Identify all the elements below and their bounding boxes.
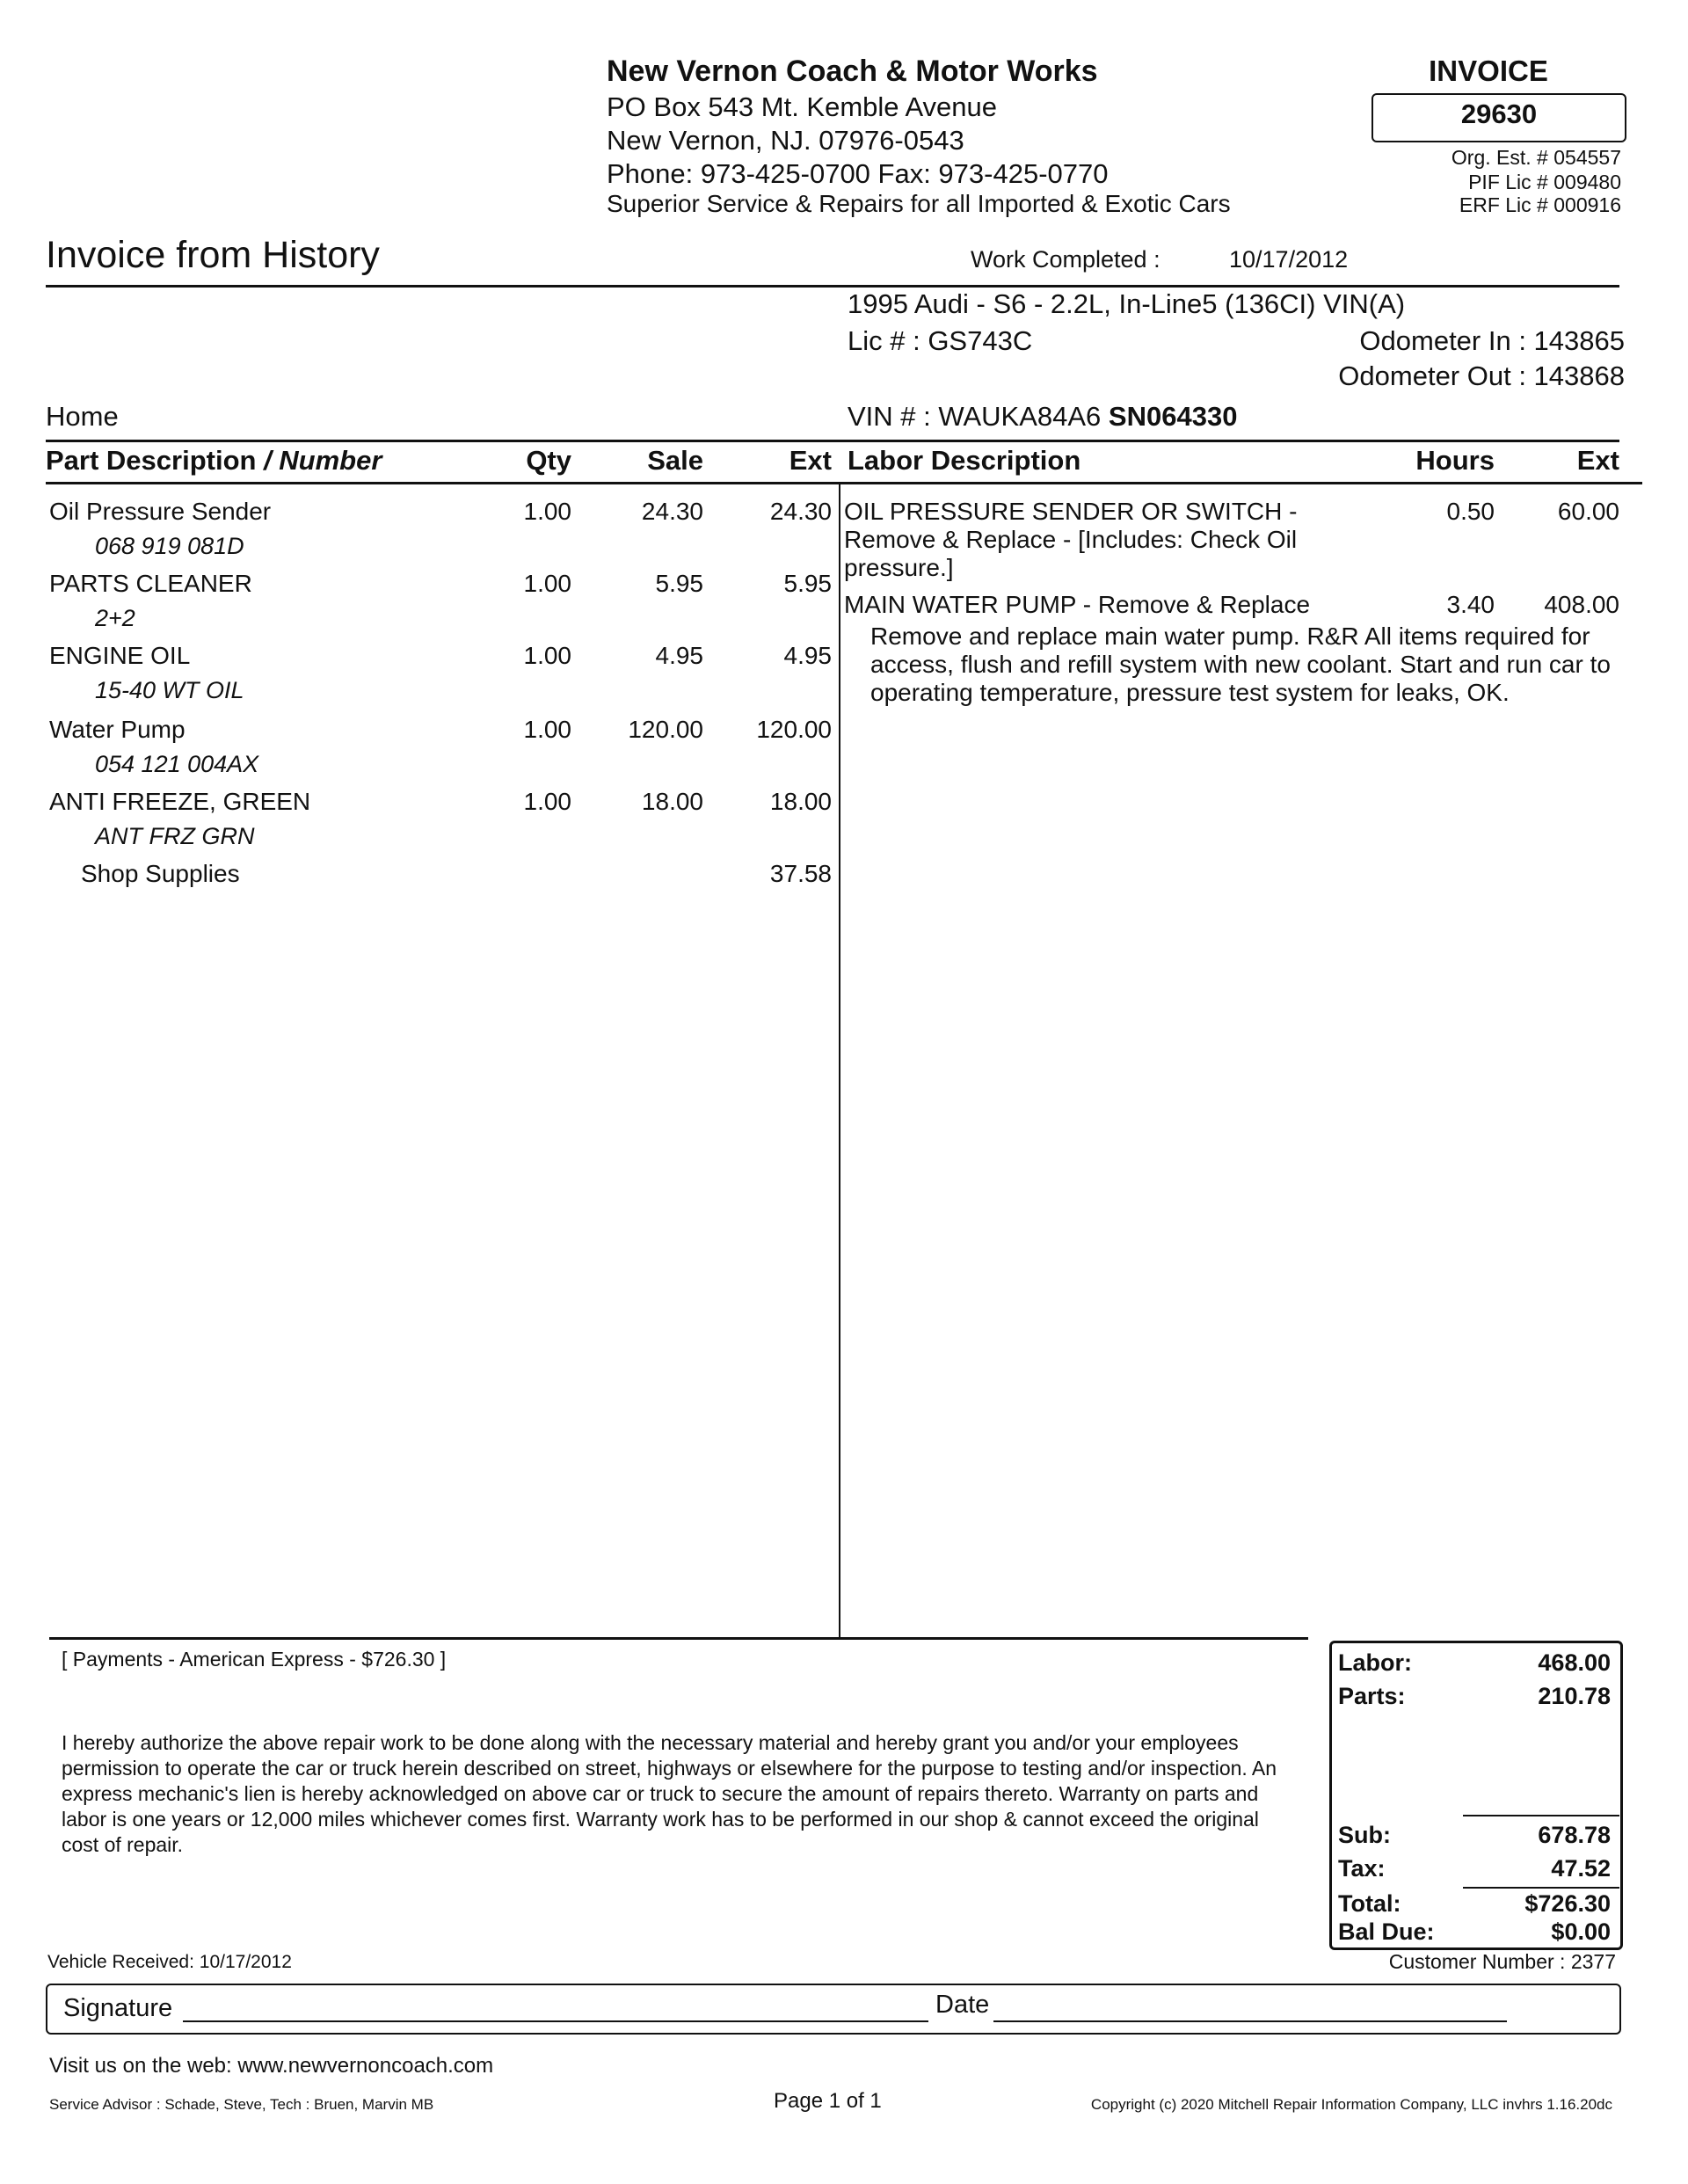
part-qty: 1.00 — [523, 570, 571, 597]
shop-supplies-ext: 37.58 — [769, 860, 832, 887]
header-divider — [46, 285, 1619, 288]
parts-header-qty: Qty — [526, 445, 571, 476]
website-line: Visit us on the web: www.newvernoncoach.com — [49, 2054, 494, 2078]
labor-header-ext: Ext — [1576, 445, 1619, 476]
labor-description-line: MAIN WATER PUMP - Remove & Replace — [844, 591, 1311, 618]
part-qty: 1.00 — [523, 716, 571, 743]
invoice-number: 29630 — [1460, 98, 1538, 129]
pif-license: PIF Lic # 009480 — [1468, 171, 1621, 193]
erf-license: ERF Lic # 000916 — [1459, 193, 1621, 216]
parts-header-sale: Sale — [647, 445, 703, 476]
labor-header-hours: Hours — [1415, 445, 1495, 476]
date-line[interactable] — [993, 2020, 1507, 2022]
part-ext: 5.95 — [783, 570, 832, 597]
parts-header-description — [46, 445, 382, 477]
part-qty: 1.00 — [523, 498, 571, 525]
signature-box — [46, 1984, 1621, 2035]
labor-description-line: Remove & Replace - [Includes: Check Oil — [844, 526, 1298, 553]
vin-serial: SN064330 — [1108, 401, 1238, 432]
part-number: 15-40 WT OIL — [95, 677, 244, 703]
subtotal: 678.78 — [1538, 1822, 1611, 1848]
company-tagline: Superior Service & Repairs for all Imported & Exotic Cars — [607, 190, 1231, 217]
part-description: PARTS CLEANER — [49, 570, 252, 597]
parts-header-ext: Ext — [789, 445, 832, 476]
total-rule — [1463, 1887, 1619, 1889]
customer-number: Customer Number : 2377 — [1388, 1950, 1616, 1973]
labor-header-description: Labor Description — [848, 445, 1081, 476]
parts-total-label: Parts: — [1338, 1683, 1406, 1709]
parts-labor-divider — [839, 482, 840, 1637]
part-number: 068 919 081D — [95, 533, 244, 559]
labor-hours: 0.50 — [1446, 498, 1495, 525]
work-completed-label: Work Completed : — [971, 246, 1160, 273]
invoice-label: INVOICE — [1429, 55, 1548, 87]
part-ext: 18.00 — [769, 788, 832, 815]
license-plate: Lic # : GS743C — [848, 325, 1033, 356]
work-completed-date: 10/17/2012 — [1229, 246, 1349, 273]
subtotal-label: Sub: — [1338, 1822, 1391, 1848]
authorization-disclaimer: I hereby authorize the above repair work to be done along with the necessary material and hereby grant you and/or your employees permission to operate the car or truck herein described on street, highways or elsewhere for the purpose to testing and/or inspection. An express mechanic's lien is hereby acknowledged on above car or truck to secure the amount of repairs thereto. Warranty on parts and labor is one years or 12,000 miles whichever comes first. Warranty work has to be performed in our shop & cannot exceed the original cost of repair. — [62, 1731, 1277, 1856]
labor-description-line: OIL PRESSURE SENDER OR SWITCH - — [844, 498, 1298, 525]
signature-line[interactable] — [183, 2020, 928, 2022]
part-sale: 18.00 — [641, 788, 703, 815]
parts-total: 210.78 — [1538, 1683, 1611, 1709]
parts-header-number-text: / Number — [256, 445, 382, 476]
part-number: 2+2 — [95, 605, 135, 631]
tax: 47.52 — [1551, 1855, 1611, 1882]
part-sale: 5.95 — [655, 570, 703, 597]
table-top-rule — [46, 440, 1619, 442]
customer-name: Home — [46, 401, 119, 432]
labor-total: 468.00 — [1538, 1649, 1611, 1676]
part-qty: 1.00 — [523, 788, 571, 815]
copyright: Copyright (c) 2020 Mitchell Repair Information Company, LLC invhrs 1.16.20dc — [1090, 2096, 1612, 2113]
part-description: ANTI FREEZE, GREEN — [49, 788, 311, 815]
labor-note-line: access, flush and refill system with new coolant. Start and run car to — [870, 651, 1611, 678]
part-qty: 1.00 — [523, 642, 571, 669]
company-phone-fax: Phone: 973-425-0700 Fax: 973-425-0770 — [607, 158, 1109, 189]
date-label: Date — [935, 1991, 990, 2019]
part-ext: 24.30 — [769, 498, 832, 525]
balance-due-label: Bal Due: — [1338, 1918, 1435, 1945]
labor-description-line: pressure.] — [844, 554, 954, 581]
service-advisor: Service Advisor : Schade, Steve, Tech : Bruen, Marvin MB — [49, 2096, 434, 2113]
grand-total: $726.30 — [1524, 1890, 1611, 1917]
tax-label: Tax: — [1338, 1855, 1386, 1882]
part-ext: 4.95 — [783, 642, 832, 669]
odometer-in: Odometer In : 143865 — [1359, 325, 1625, 356]
document-title: Invoice from History — [46, 234, 380, 276]
grand-total-label: Total: — [1338, 1890, 1401, 1917]
part-number: 054 121 004AX — [95, 751, 259, 777]
part-ext: 120.00 — [756, 716, 832, 743]
company-name: New Vernon Coach & Motor Works — [607, 55, 1098, 88]
column-header-rule — [46, 482, 1642, 484]
footer-rule — [49, 1637, 1308, 1640]
signature-label: Signature — [63, 1994, 173, 2022]
labor-ext: 408.00 — [1544, 591, 1619, 618]
odometer-out: Odometer Out : 143868 — [1338, 360, 1625, 391]
part-description: ENGINE OIL — [49, 642, 191, 669]
part-sale: 24.30 — [641, 498, 703, 525]
labor-hours: 3.40 — [1446, 591, 1495, 618]
vin-prefix: VIN # : WAUKA84A6 — [848, 401, 1109, 432]
payment-line: [ Payments - American Express - $726.30 ] — [62, 1648, 447, 1671]
vehicle-received: Vehicle Received: 10/17/2012 — [47, 1952, 292, 1972]
part-description: Water Pump — [49, 716, 186, 743]
balance-due: $0.00 — [1551, 1918, 1611, 1945]
page-number: Page 1 of 1 — [774, 2089, 882, 2113]
company-address-line-2: New Vernon, NJ. 07976-0543 — [607, 125, 964, 156]
part-sale: 4.95 — [655, 642, 703, 669]
org-est-number: Org. Est. # 054557 — [1451, 146, 1621, 169]
part-number: ANT FRZ GRN — [95, 823, 255, 849]
subtotal-rule — [1463, 1815, 1619, 1816]
part-description: Oil Pressure Sender — [49, 498, 272, 525]
labor-note-line: Remove and replace main water pump. R&R All items required for — [870, 622, 1590, 650]
company-address-line-1: PO Box 543 Mt. Kemble Avenue — [607, 91, 998, 122]
labor-note-line: operating temperature, pressure test system for leaks, OK. — [870, 679, 1510, 706]
vin-number — [848, 401, 1237, 433]
part-sale: 120.00 — [628, 716, 703, 743]
labor-ext: 60.00 — [1557, 498, 1619, 525]
vehicle-description: 1995 Audi - S6 - 2.2L, In-Line5 (136CI) VIN(A) — [848, 288, 1406, 319]
labor-total-label: Labor: — [1338, 1649, 1412, 1676]
parts-header-desc-text: Part Description — [46, 445, 257, 476]
shop-supplies-label: Shop Supplies — [81, 860, 240, 887]
